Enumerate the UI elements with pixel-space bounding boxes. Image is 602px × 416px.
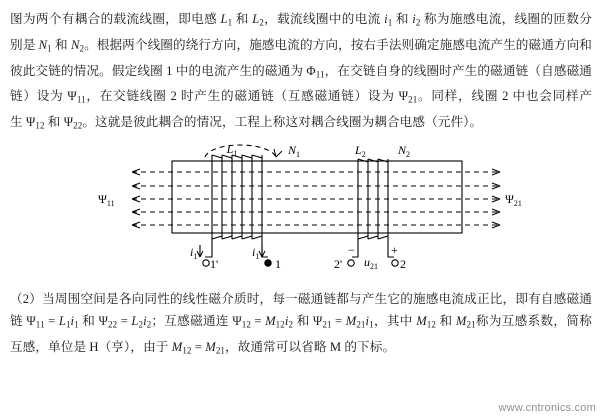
- polarity-minus: −: [348, 243, 355, 258]
- paragraph-bottom: （2）当周围空间是各向同性的线性磁介质时，每一磁通链都与产生它的施感电流成正比，即有自感磁通链 $\Psi_{11} = L_1i_1$ 和 $\Psi_{22} = L_2i_2$；互感磁通连 $\Psi_{12} = M_{12}i_2$ 和 $\Psi_{21} = M_{21}i_1$，其中 $M_{12}$ 和 $M_{21}$称为互感系数，简称互感，单位是 H（亨），由于 $M_{12} = M_{21}$，故通常可以省略 M 的下标。: [10, 292, 592, 356]
- watermark: www.cntronics.com: [498, 402, 596, 414]
- coupled-inductor-svg: [0, 139, 602, 284]
- figure-coupled-inductors: [0, 139, 602, 284]
- label-i1: $i_1$: [190, 245, 198, 262]
- label-L2: $L_2$: [355, 143, 366, 160]
- label-i2: $i_1$: [252, 245, 260, 262]
- label-N2: $N_2$: [398, 143, 411, 160]
- label-psi21: $\Psi_{21}$: [505, 192, 522, 209]
- label-psi11: $\Psi_{11}$: [98, 192, 115, 209]
- label-L1: $L_1$: [226, 142, 238, 159]
- terminal-1: 1: [275, 257, 281, 272]
- terminal-2prime: 2': [334, 257, 343, 272]
- polarity-plus: +: [391, 243, 398, 258]
- terminal-2: 2: [400, 257, 406, 272]
- label-u21: $u_{21}$: [364, 255, 378, 272]
- paragraph-top: 图为两个有耦合的载流线圈，即电感 $L_1$ 和 $L_2$，载流线圈中的电流 $i_1$ 和 $i_2$ 称为施感电流，线圈的匝数分别是 $N_1$ 和 $N_2$。根据两个线圈的绕行方向，施感电流的方向，按右手法则确定施感电流产生的磁通方向和彼此交链的情况。假定线圈 1 中的电流产生的磁通为 $\Phi_{11}$，在交链自身的线圈时产生的磁通链（自感磁通链）设为 $\Psi_{11}$，在交链线圈 2 时产生的磁通链（互感磁通链）设为 $\Psi_{21}$。同样，线圈 2 中也会同样产生 $\Psi_{12}$ 和 $\Psi_{22}$。这就是彼此耦合的情况，工程上称这对耦合线圈为耦合电感（元件）。: [10, 12, 593, 131]
- label-N1: $N_1$: [288, 143, 301, 160]
- terminal-1prime: 1': [210, 257, 219, 272]
